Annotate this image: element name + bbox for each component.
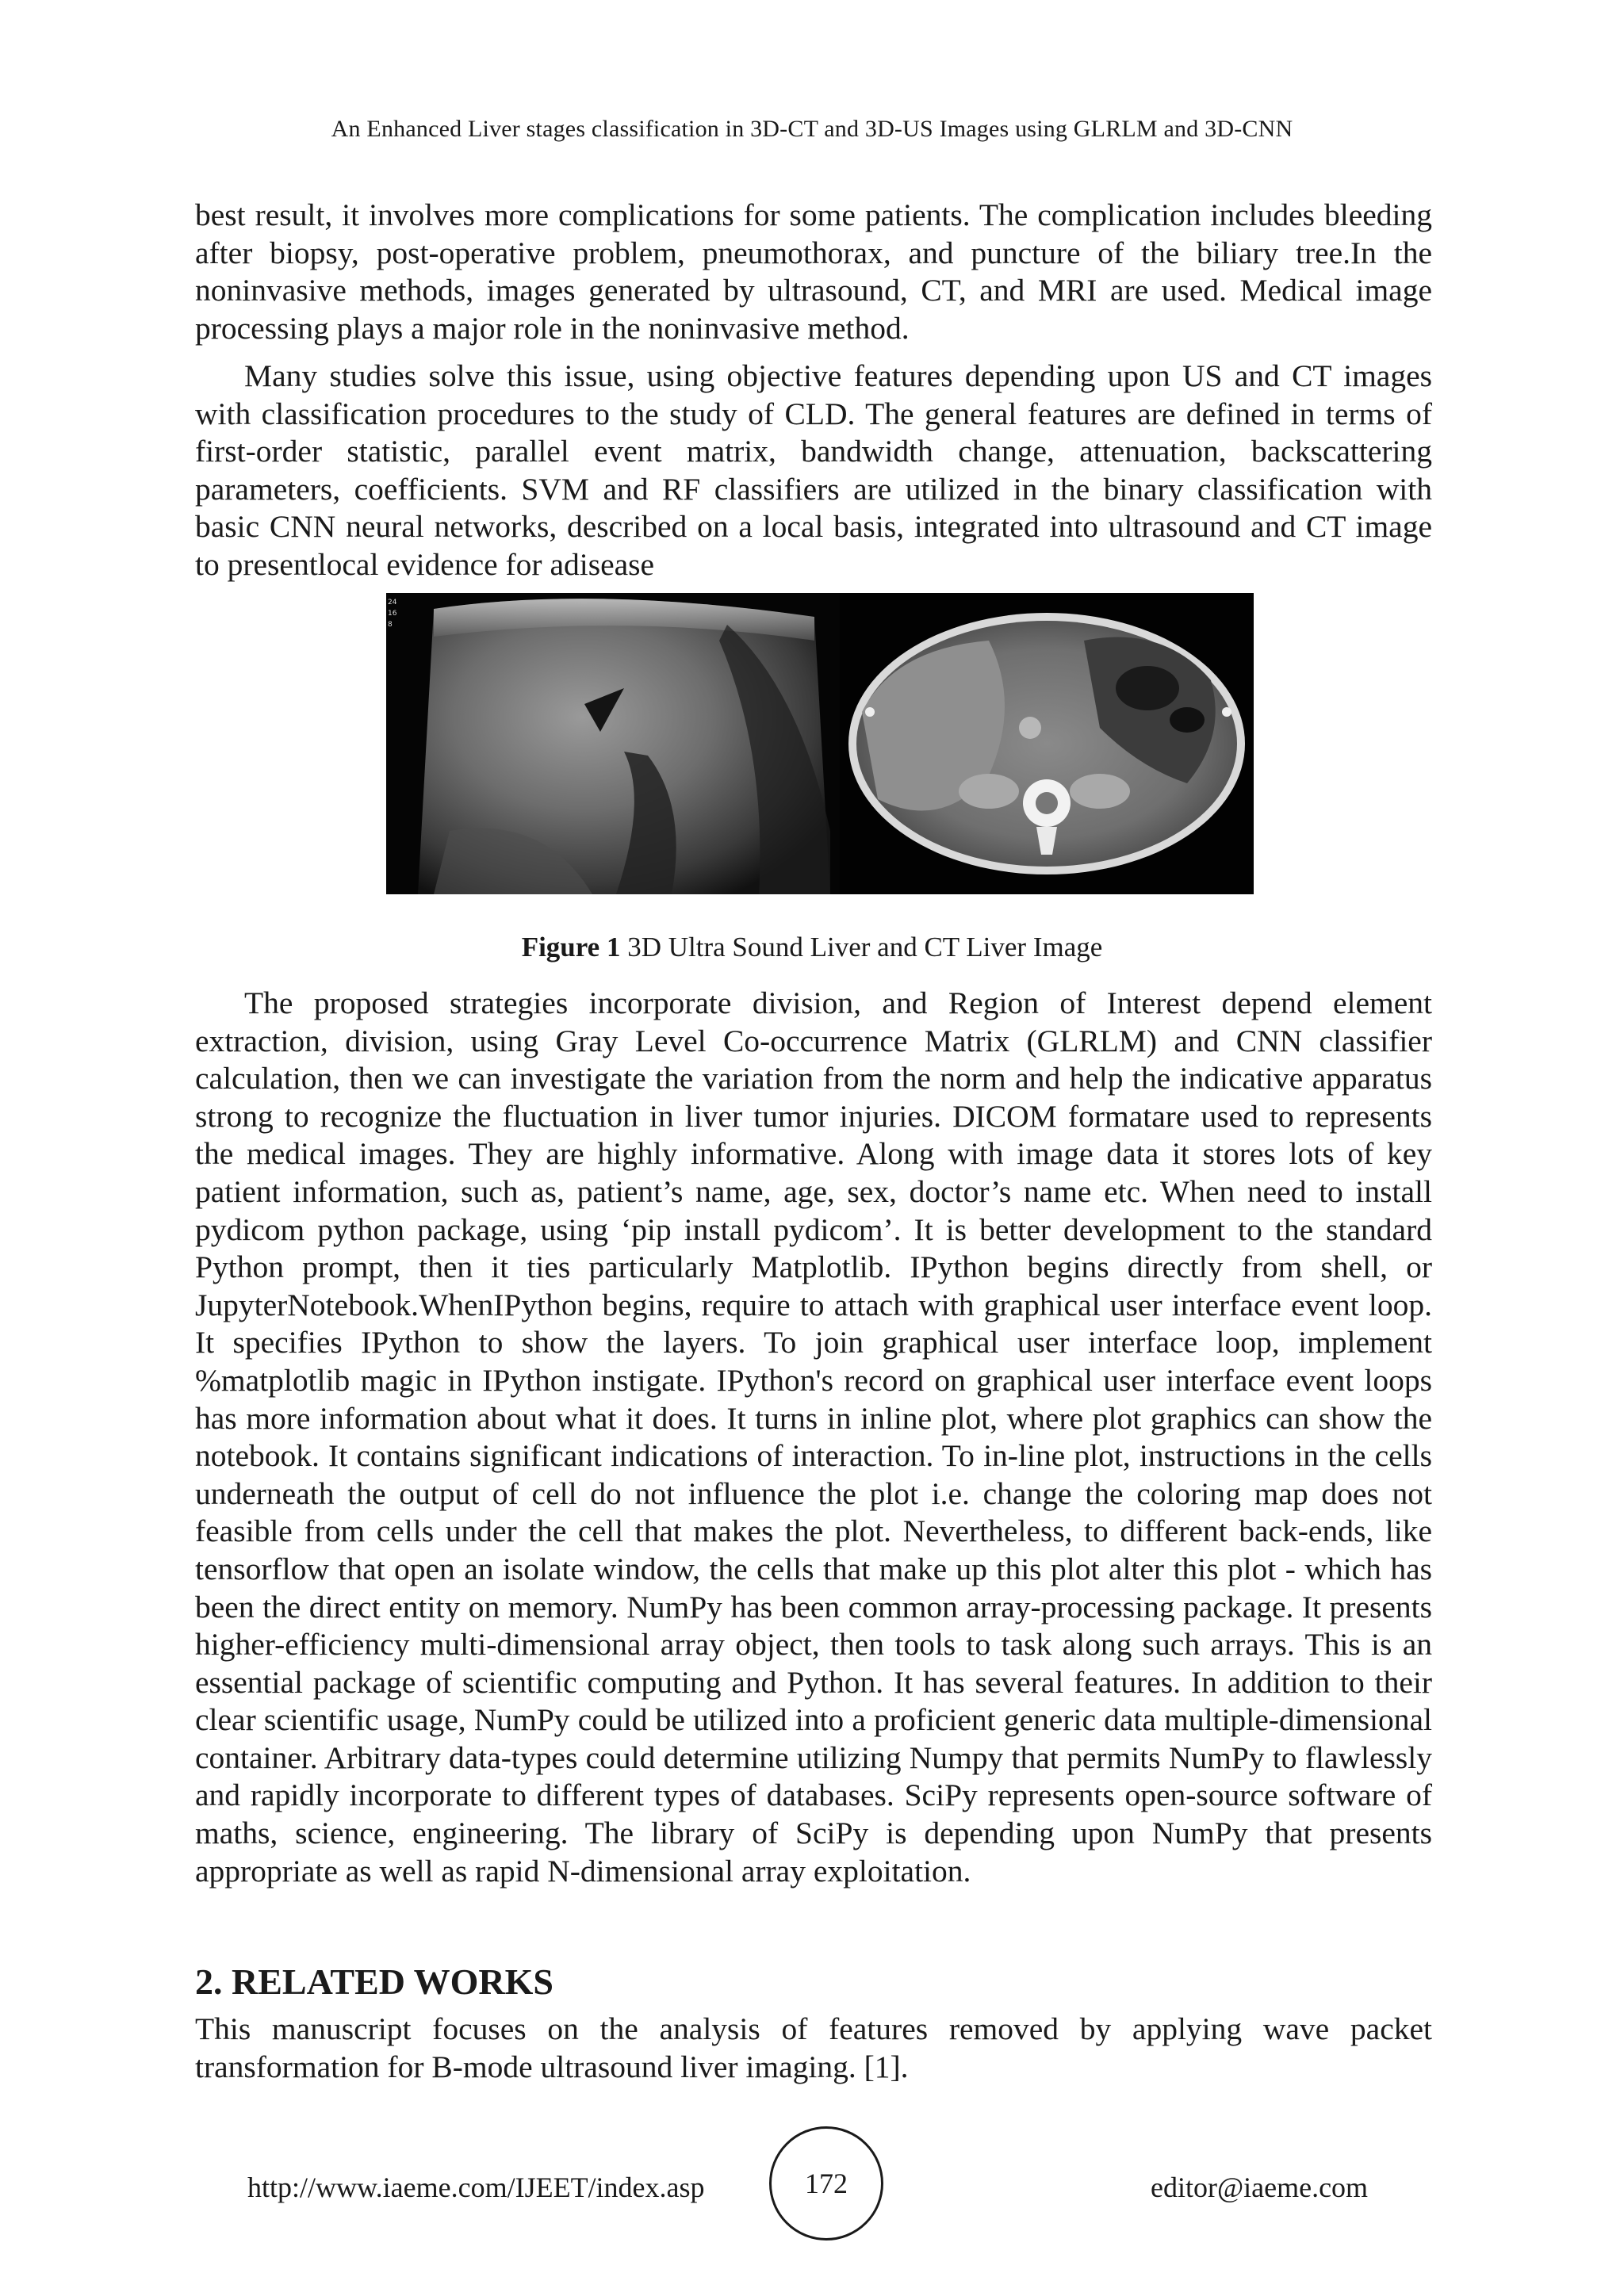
figure-caption xyxy=(0,932,1624,963)
figure-caption-text: 3D Ultra Sound Liver and CT Liver Image xyxy=(627,932,1103,962)
ultrasound-liver-image xyxy=(386,593,840,894)
figure-label: Figure 1 xyxy=(521,932,621,962)
paragraph-proposed-strategies: The proposed strategies incorporate division, and Region of Interest depend element extraction, division, using Gray Level Co-occurrence Matrix (GLRLM) and CNN classifier calculation, then we can investigate the variation from the norm and help the indicative apparatus strong to recognize the fluctuation in liver tumor injuries. DICOM formatare used to represents the medical images. They are highly informative. Along with image data it stores lots of key patient information, such as, patient’s name, age, sex, doctor’s name etc. When need to install pydicom python package, using ‘pip install pydicom’. It is better development to the standard Python prompt, then it ties particularly Matplotlib. IPython begins directly from shell, or JupyterNotebook.WhenIPython begins, require to attach with graphical user interface event loop. It specifies IPython to show the layers. To join graphical user interface loop, implement %matplotlib magic in IPython instigate. IPython's record on graphical user interface event loops has more information about what it does. It turns in inline plot, where plot graphics can show the notebook. It contains significant indications of interaction. To in-line plot, instructions in the cells underneath the output of cell do not influence the plot i.e. change the coloring map does not feasible from cells under the cell that makes the plot. Nevertheless, to different back-ends, like tensorflow that open an isolate window, the cells that make up this plot alter this plot - which has been the direct entity on memory. NumPy has been common array-processing package. It presents higher-efficiency multi-dimensional array object, then tools to task along such arrays. This is an essential package of scientific computing and Python. It has several features. In addition to their clear scientific usage, NumPy could be utilized into a proficient generic data multiple-dimensional container. Arbitrary data-types could determine utilizing Numpy that permits NumPy to flawlessly and rapidly incorporate to different types of databases. SciPy represents open-source software of maths, science, engineering. The library of SciPy is depending upon NumPy that presents appropriate as well as rapid N-dimensional array exploitation. xyxy=(195,985,1432,1888)
figure-liver-images xyxy=(386,593,1254,894)
footer-url-link[interactable]: http://www.iaeme.com/IJEET/index.asp xyxy=(247,2172,705,2203)
svg-text:16: 16 xyxy=(388,610,397,618)
paragraph-related-works: This manuscript focuses on the analysis of features removed by applying wave packet transformation for B-mode ultrasound liver imaging. [1]. xyxy=(195,2011,1432,2084)
svg-text:24: 24 xyxy=(388,599,397,607)
page-number: 172 xyxy=(769,2126,883,2241)
footer-email-link[interactable]: editor@iaeme.com xyxy=(1151,2172,1369,2203)
svg-text:8: 8 xyxy=(388,621,393,629)
ct-liver-image xyxy=(840,593,1254,894)
paragraph-clinical-features: Many studies solve this issue, using objective features depending upon US and CT images with classification procedures to the study of CLD. The general features are defined in terms of first-order statistic, parallel event matrix, bandwidth change, attenuation, backscattering parameters, coefficients. SVM and RF classifiers are utilized in the binary classification with basic CNN neural networks, described on a local basis, integrated into ultrasound and CT image to presentlocal evidence for adisease xyxy=(195,358,1432,582)
running-header: An Enhanced Liver stages classification in 3D-CT and 3D-US Images using GLRLM and 3D-CNN xyxy=(331,116,1293,142)
section-heading-related-works: 2. RELATED WORKS xyxy=(195,1961,554,2002)
paragraph-intro-continued: best result, it involves more complications for some patients. The complication includes bleeding after biopsy, post-operative problem, pneumothorax, and puncture of the biliary tree.In the noninvasive methods, images generated by ultrasound, CT, and MRI are used. Medical image processing plays a major role in the noninvasive method. xyxy=(195,197,1432,346)
